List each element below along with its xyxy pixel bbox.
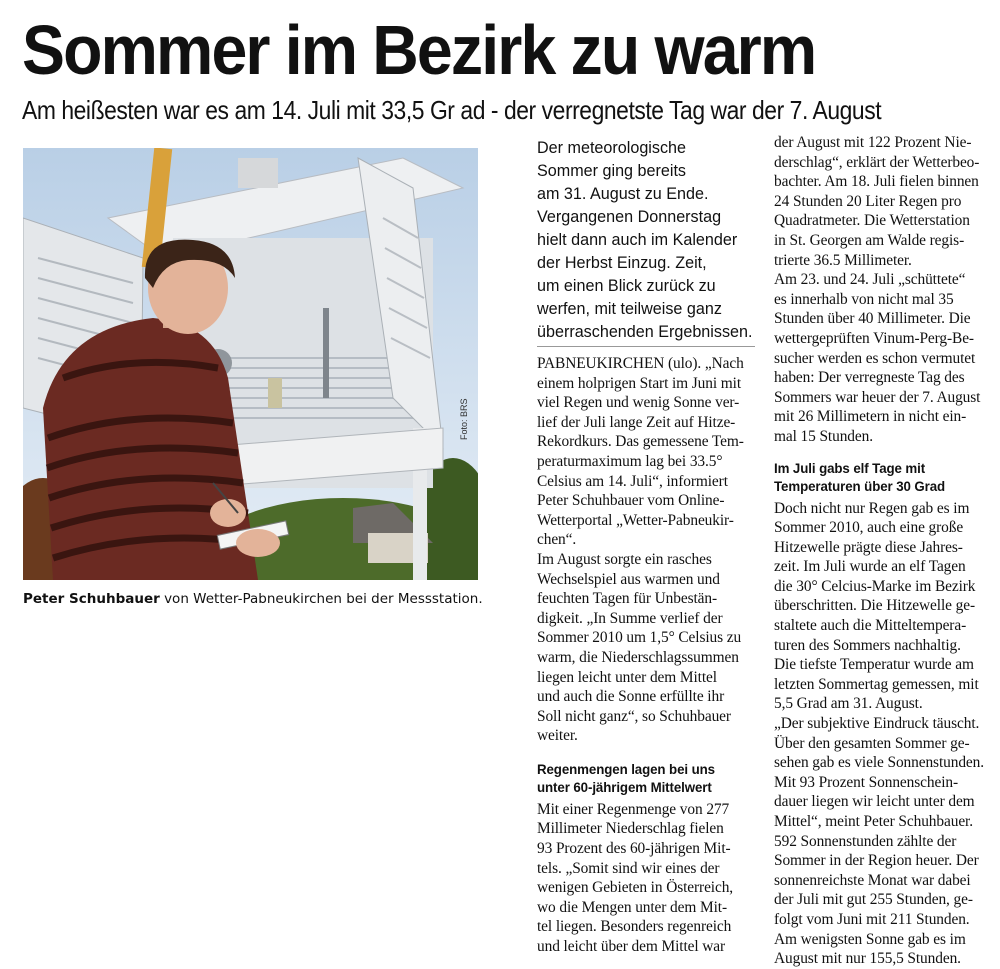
body-line: tels. „Somit sind wir eines der (537, 859, 720, 877)
body-line: Am wenigsten Sonne gab es im (774, 930, 966, 948)
body-line: Die tiefste Temperatur wurde am (774, 656, 974, 674)
body-line: Celsius am 14. Juli“, informiert (537, 472, 728, 490)
body-line: der August mit 122 Prozent Nie- (774, 134, 972, 151)
body-line: 93 Prozent des 60-jährigen Mit- (537, 840, 731, 858)
body-line: turen des Sommers nachhaltig. (774, 636, 961, 654)
body-line: wo die Mengen unter dem Mit- (537, 898, 727, 916)
body-line: tel liegen. Besonders regenreich (537, 918, 732, 936)
body-line: digkeit. „In Summe verlief der (537, 609, 723, 627)
body-line: einem holprigen Start im Juni mit (537, 374, 742, 392)
body-line: peraturmaximum lag bei 33.5° (537, 452, 723, 470)
body-line: sehen gab es viele Sonnenstunden. (774, 754, 984, 772)
section-heading-heat: Im Juli gabs elf Tage mit (774, 459, 926, 476)
body-line: feuchten Tagen für Unbestän- (537, 590, 718, 608)
body-line: mal 15 Stunden. (774, 427, 873, 445)
body-line: haben: Der verregneste Tag des (774, 369, 965, 387)
article-column-1 (537, 354, 755, 957)
body-line: Doch nicht nur Regen gab es im (774, 499, 970, 517)
body-line: „Der subjektive Eindruck täuscht. (774, 715, 980, 733)
lead-line: überraschenden Ergebnissen. (537, 322, 753, 341)
body-line: PABNEUKIRCHEN (ulo). „Nach (537, 355, 744, 372)
body-line: es innerhalb von nicht mal 35 (774, 290, 954, 308)
body-line: Wechselspiel aus warmen und (537, 570, 720, 588)
body-line: weiter. (537, 727, 578, 745)
caption-name: Peter Schuhbauer (23, 591, 160, 607)
photo-credit: Foto: BRS (459, 398, 469, 440)
section-heading-rain: Regenmengen lagen bei uns (537, 760, 715, 777)
body-line: Wetterportal „Wetter-Pabneukir- (537, 511, 734, 529)
lead-divider (537, 346, 755, 347)
body-line: 592 Sonnenstunden zählte der (774, 832, 957, 850)
body-line: Soll nicht ganz“, so Schuhbauer (537, 707, 731, 725)
body-line: viel Regen und wenig Sonne ver- (537, 394, 740, 412)
body-line: Stunden über 40 Millimeter. Die (774, 310, 971, 328)
article-column-2 (774, 133, 992, 969)
body-line: Peter Schuhbauer vom Online- (537, 492, 725, 510)
caption-text: von Wetter-Pabneukirchen bei der Messstation. (159, 591, 483, 607)
lead-line: hielt dann auch im Kalender (537, 230, 738, 249)
body-line: Mit einer Regenmenge von 277 (537, 800, 730, 818)
lead-line: Sommer ging bereits (537, 161, 687, 180)
lead-line: um einen Blick zurück zu (537, 276, 716, 295)
weather-station-photo (23, 148, 478, 580)
body-line: letzten Sommertag gemessen, mit (774, 675, 979, 693)
body-line: überschritten. Die Hitzewelle ge- (774, 597, 975, 615)
lead-line: der Herbst Einzug. Zeit, (537, 253, 707, 272)
lead-paragraph (537, 136, 753, 343)
body-line: Sommer 2010 um 1,5° Celsius zu (537, 629, 742, 647)
body-line: dauer liegen wir leicht unter dem (774, 793, 975, 811)
body-line: lief der Juli lange Zeit auf Hitze- (537, 413, 736, 431)
body-line: folgt vom Juni mit 211 Stunden. (774, 910, 970, 928)
body-line: trierte 36.5 Millimeter. (774, 251, 912, 269)
body-line: die 30° Celcius-Marke im Bezirk (774, 577, 976, 595)
body-line: und auch die Sonne erfüllte ihr (537, 688, 725, 706)
body-line: mit 26 Millimetern in nicht ein- (774, 408, 967, 426)
body-line: liegen leicht unter dem Mittel (537, 668, 717, 686)
body-line: in St. Georgen am Walde regis- (774, 231, 965, 249)
section-heading-rain: unter 60-jährigem Mittelwert (537, 778, 712, 795)
body-line: Sommer in der Region heuer. Der (774, 852, 979, 870)
lead-line: am 31. August zu Ende. (537, 184, 709, 203)
body-line: Am 23. und 24. Juli „schüttete“ (774, 271, 966, 289)
body-line: Sommers war heuer der 7. August (774, 388, 981, 406)
body-line: 5,5 Grad am 31. August. (774, 695, 923, 713)
body-line: Quadratmeter. Die Wetterstation (774, 212, 970, 230)
body-line: der Juli mit gut 255 Stunden, ge- (774, 891, 973, 909)
body-line: sucher werden es schon vermutet (774, 349, 976, 367)
body-line: Mit 93 Prozent Sonnenschein- (774, 773, 958, 791)
body-line: August mit nur 155,5 Stunden. (774, 950, 961, 968)
body-line: sonnenreichste Monat war dabei (774, 871, 971, 889)
body-line: wettergeprüften Vinum-Perg-Be- (774, 329, 974, 347)
body-line: derschlag“, erklärt der Wetterbeo- (774, 153, 980, 171)
body-line: Millimeter Niederschlag fielen (537, 820, 724, 838)
subheadline: Am heißesten war es am 14. Juli mit 33,5 Gr ad - der verregnetste Tag war der 7. August (22, 95, 882, 125)
lead-line: Vergangenen Donnerstag (537, 207, 722, 226)
body-line: und leicht über dem Mittel war (537, 938, 726, 956)
body-line: 24 Stunden 20 Liter Regen pro (774, 192, 962, 210)
lead-line: Der meteorologische (537, 138, 687, 157)
body-line: zeit. Im Juli wurde an elf Tagen (774, 558, 966, 576)
body-line: wenigen Gebieten in Österreich, (537, 879, 734, 897)
body-line: Mittel“, meint Peter Schuhbauer. (774, 813, 973, 830)
body-line: Im August sorgte ein rasches (537, 550, 712, 568)
body-line: Sommer 2010, auch eine große (774, 519, 964, 537)
section-heading-heat: Temperaturen über 30 Grad (774, 477, 946, 494)
body-line: Rekordkurs. Das gemessene Tem- (537, 433, 744, 451)
body-line: bachter. Am 18. Juli fielen binnen (774, 173, 979, 191)
body-line: Über den gesamten Sommer ge- (774, 734, 970, 752)
headline: Sommer im Bezirk zu warm (22, 11, 816, 89)
body-line: Hitzewelle prägte diese Jahres- (774, 538, 963, 556)
body-line: chen“. (537, 531, 577, 549)
body-line: staltete auch die Mitteltempera- (774, 617, 967, 635)
body-line: warm, die Niederschlagssummen (537, 648, 739, 666)
photo-caption (23, 590, 483, 608)
lead-line: werfen, mit teilweise ganz (537, 299, 722, 318)
